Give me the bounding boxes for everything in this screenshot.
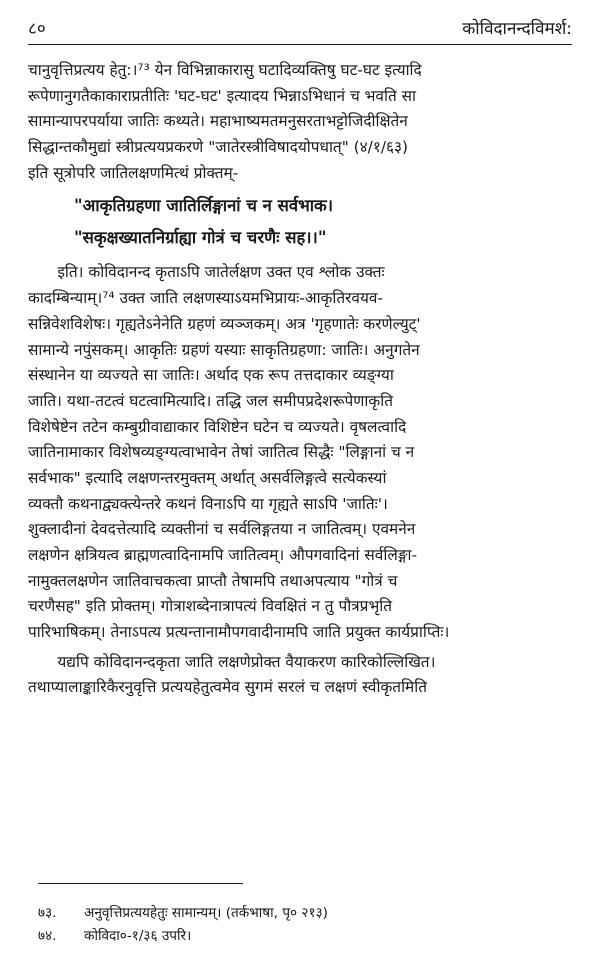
text-line: चानुवृत्तिप्रत्यय हेतु:।⁷³ येन विभिन्नाकारासु घटादिव्यक्तिषु घट-घट इत्यादि [28,61,422,79]
footnote [38,902,328,925]
footnote [38,925,328,948]
text-line: चरणैसह" इति प्रोक्तम्। गोत्राशब्देनात्रापत्यं विवक्षितं न तु पौत्रप्रभृति [28,597,393,616]
verse-line: "सकृक्षख्यातनिर्ग्राह्या गोत्रं च चरणैः सह।।" [74,228,327,248]
quoted-verse [28,190,578,254]
text-line: शुक्लादीनां देवदत्तेत्यादि व्यक्तीनां च सर्वलिङ्गतया न जातित्वम्। एवमनेन [28,520,416,539]
footnote-text: अनुवृत्तिप्रत्ययहेतुः सामान्यम्। (तर्कभाषा, पृ० २१३) [84,905,328,921]
text-line: रूपेणानुगतैकाकाराप्रतीतिः 'घट-घट' इत्यादय भिन्नाऽभिधानं च भवति सा [28,86,417,105]
text-line: यद्यपि कोविदानन्दकृता जाति लक्षणेप्रोक्त वैयाकरण कारिकोल्लिखित। [28,652,436,671]
footnotes [38,902,328,948]
paragraph-2 [28,260,578,645]
text-line: सामान्यापरपर्याया जातिः कथ्यते। महाभाष्यमतमनुसरताभट्टोजिदीक्षितेन [28,112,408,131]
text-line: सामान्ये नपुंसकम्। आकृतिः ग्रहणं यस्याः साकृतिग्रहणा: जातिः। अनुगतेन [28,340,420,359]
text-line: इति। कोविदानन्द कृताऽपि जातेर्लक्षण उक्त एव श्लोक उक्तः [28,263,385,282]
footnote-rule [38,883,243,884]
header-rule [28,44,572,45]
footnote-text: कोविदा०-१/३६ उपरि। [84,928,192,944]
text-line: नामुक्तलक्षणेन जातिवाचकत्वा प्राप्तौ तेषामपि तथाअपत्याय "गोत्रं च [28,571,398,590]
verse-line: "आकृतिग्रहणा जातिर्लिङ्गानां च न सर्वभाक। [74,196,334,216]
text-line: संस्थानेन या व्यज्यते सा जातिः। अर्थाद एक रूप तत्तदाकार व्यङ्ग्या [28,366,394,385]
text-line: लक्षणेन क्षत्रियत्व ब्राह्मणत्वादिनामपि जातित्वम्। औपगवादिनां सर्वलिङ्गा- [28,546,418,564]
text-line: जाति। यथा-तटत्वं घटत्वामित्यादि। तद्धि जल समीपप्रदेशरूपेणाकृति [28,391,393,410]
text-line: जातिनामाकार विशेषव्यङ्ग्यत्वाभावेन तेषां जातित्व सिद्धैः "लिङ्गानां च न [28,443,415,462]
page-header [28,14,572,44]
main-text [28,58,578,701]
text-line: व्यक्तौ कथनाद्व्यक्त्येन्तरे कथनं विनाऽपि या गृह्यते साऽपि 'जातिः'। [28,494,388,513]
text-line: सिद्धान्तकौमुद्यां स्त्रीप्रत्ययप्रकरणे "जातेरस्त्रीविषादयोपधात्" (४/१/६३) [28,138,409,157]
text-line: कादम्बिन्याम्।⁷⁴ उक्त जाति लक्षणस्याऽयमभिप्रायः-आकृतिरवयव- [28,289,384,308]
running-title: कोविदानन्दविमर्श: [462,19,572,39]
footnote-number: ७४. [38,928,57,944]
text-line: तथाप्यालाङ्कारिकैरनुवृत्ति प्रत्ययहेतुत्वमेव सुगमं सरलं च लक्षणं स्वीकृतमिति [28,678,428,697]
text-line: सन्निवेशविशेषः। गृह्यतेऽनेनेति ग्रहणं व्यञ्जकम्। अत्र 'गृहणातेः करणेल्युट्' [28,314,421,333]
paragraph-3 [28,650,578,701]
text-line: पारिभाषिकम्। तेनाऽपत्य प्रत्यन्तानामौपगवादीनामपि जाति प्रयुक्त कार्यप्राप्तिः। [28,623,450,642]
text-line: इति सूत्रोपरि जातिलक्षणमित्थं प्रोक्तम्- [28,163,239,182]
text-line: सर्वभाक" इत्यादि लक्षणन्तरमुक्तम् अर्थात् असर्वलिङ्गत्वे सत्येकस्यां [28,468,387,487]
footnote-number: ७३. [38,905,57,921]
text-line: विशेषेष्टेन तटेन कम्बुग्रीवाद्याकार विशिष्टेन घटेन च व्यज्यते। वृषलत्वादि [28,417,407,436]
page-number: ८० [28,19,46,39]
paragraph-1 [28,58,578,186]
